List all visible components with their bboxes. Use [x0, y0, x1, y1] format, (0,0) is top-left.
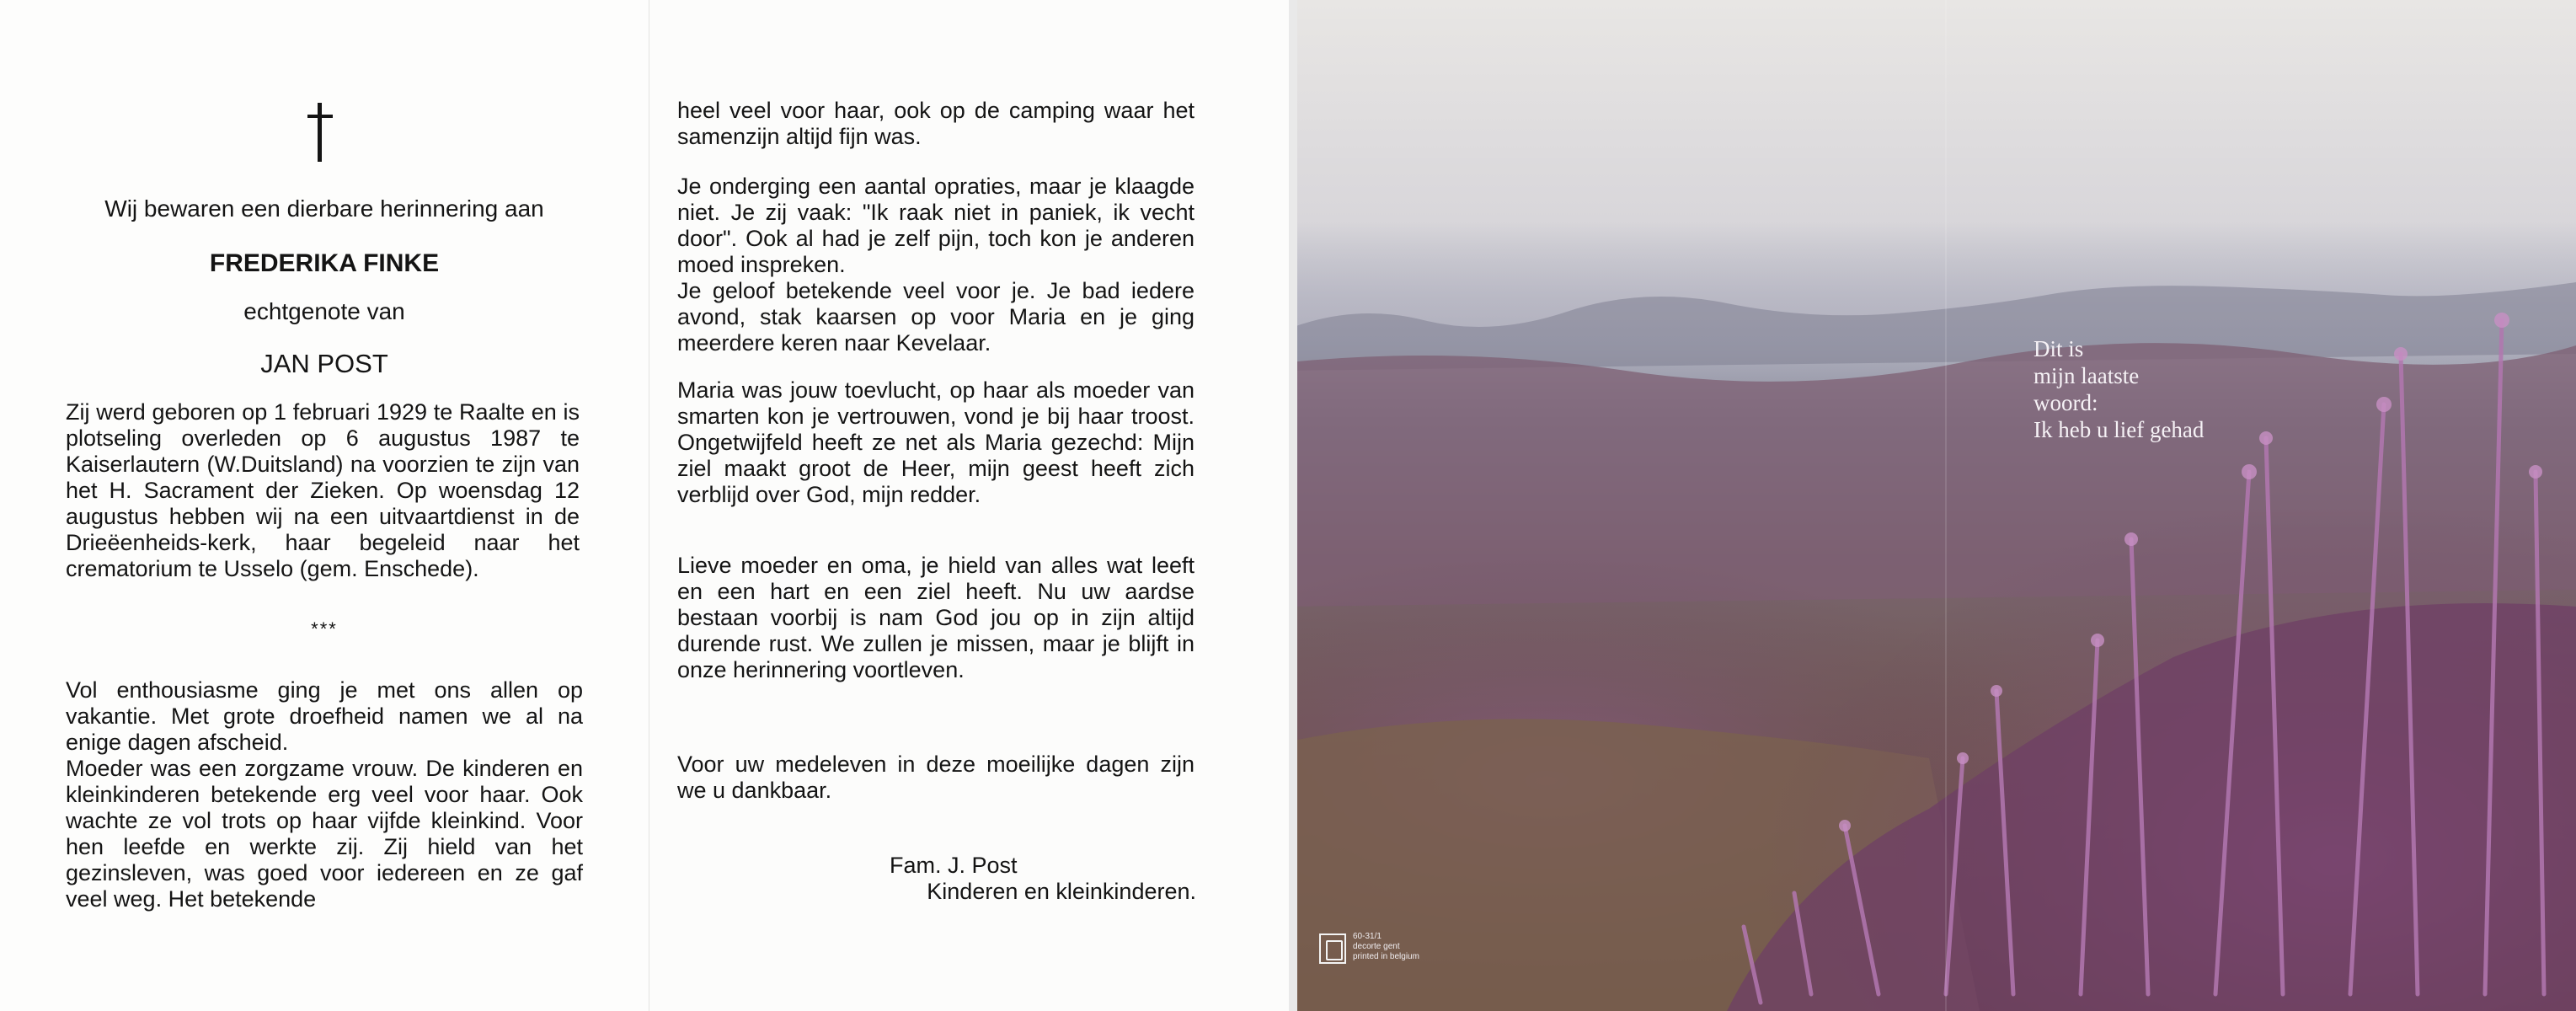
heather-landscape-photo — [1289, 0, 2576, 1011]
poem-line-4: Ik heb u lief gehad — [2034, 417, 2205, 442]
memories-paragraph-5: Lieve moeder en oma, je hield van alles wat leeft en een hart en een ziel heeft. Nu uw aardse bestaan voorbij is nam God jou op in zijn altijd durende rust. We zullen je missen, maar je blijft in onze herinnering voortleven. — [677, 553, 1194, 682]
poem-line-1: Dit is — [2034, 336, 2084, 361]
biography-paragraph: Zij werd geboren op 1 februari 1929 te Raalte en is plotseling overleden op 6 augustus 1987 te Kaiserlautern (W.Duitsland) na voorzien te zijn van het H. Sacrament der Zieken. Op woensdag 12 augustus hebben wij na een uitvaartdienst in de Drieëenheids-kerk, haar begeleid naar het crematorium te Usselo (gem. Enschede). — [66, 399, 580, 581]
poem-line-2: mijn laatste — [2034, 363, 2140, 388]
signature-block — [888, 853, 1196, 905]
poem-line-3: woord: — [2034, 390, 2098, 415]
memories-paragraph-1: Vol enthousiasme ging je met ons allen op vakantie. Met grote droefheid namen we al na enige dagen afscheid. Moeder was een zorgzame vrouw. De kinderen en kleinkinderen betekende erg veel voor haar. Ook wachte ze vol trots op haar vijfde kleinkind. Voor hen leefde en werkte zij. Zij hield van het gezinsleven, was goed voor iedereen en ze gaf veel weg. Het betekende — [66, 677, 583, 912]
memories-paragraph-2: heel veel voor haar, ook op de camping waar het samenzijn altijd fijn was. — [677, 98, 1194, 149]
intro-line: Wij bewaren een dierbare herinnering aan — [104, 195, 544, 222]
fold-gap — [1289, 0, 1297, 1011]
deceased-name: FREDERIKA FINKE — [209, 249, 440, 277]
memories-paragraph-4: Maria was jouw toevlucht, op haar als moeder van smarten kon je vertrouwen, vond je bij haar troost. Ongetwijfeld heeft ze net als Maria gezechd: Mijn ziel maakt groot de Heer, mijn geest heeft zich verblijd over God, mijn redder. — [677, 377, 1194, 507]
print-line-3: printed in belgium — [1353, 952, 1419, 961]
signature-family: Fam. J. Post — [890, 853, 1018, 878]
cross-icon — [302, 103, 339, 162]
signature-children: Kinderen en kleinkinderen. — [927, 879, 1196, 904]
separator-stars: *** — [311, 618, 338, 639]
thanks-paragraph: Voor uw medeleven in deze moeilijke dagen zijn we u dankbaar. — [677, 752, 1194, 803]
printer-logo-icon — [1319, 933, 1346, 964]
heather-photo-panel — [1289, 0, 2576, 1011]
memories-paragraph-3: Je onderging een aantal opraties, maar je klaagde niet. Je zij vaak: "Ik raak niet in paniek, ik vecht door". Ook al had je zelf pijn, toch kon je anderen moed inspreken. Je geloof betekende veel voor je. Je bad iedere avond, stak kaarsen op voor Maria en je ging meerdere keren naar Kevelaar. — [677, 174, 1194, 356]
poem-verse — [2034, 335, 2387, 443]
spouse-name: JAN POST — [260, 349, 388, 378]
print-line-2: decorte gent — [1353, 942, 1400, 951]
print-code: 60-31/1 — [1353, 932, 1382, 941]
spouse-label: echtgenote van — [243, 298, 405, 324]
printer-imprint — [1353, 932, 1454, 962]
